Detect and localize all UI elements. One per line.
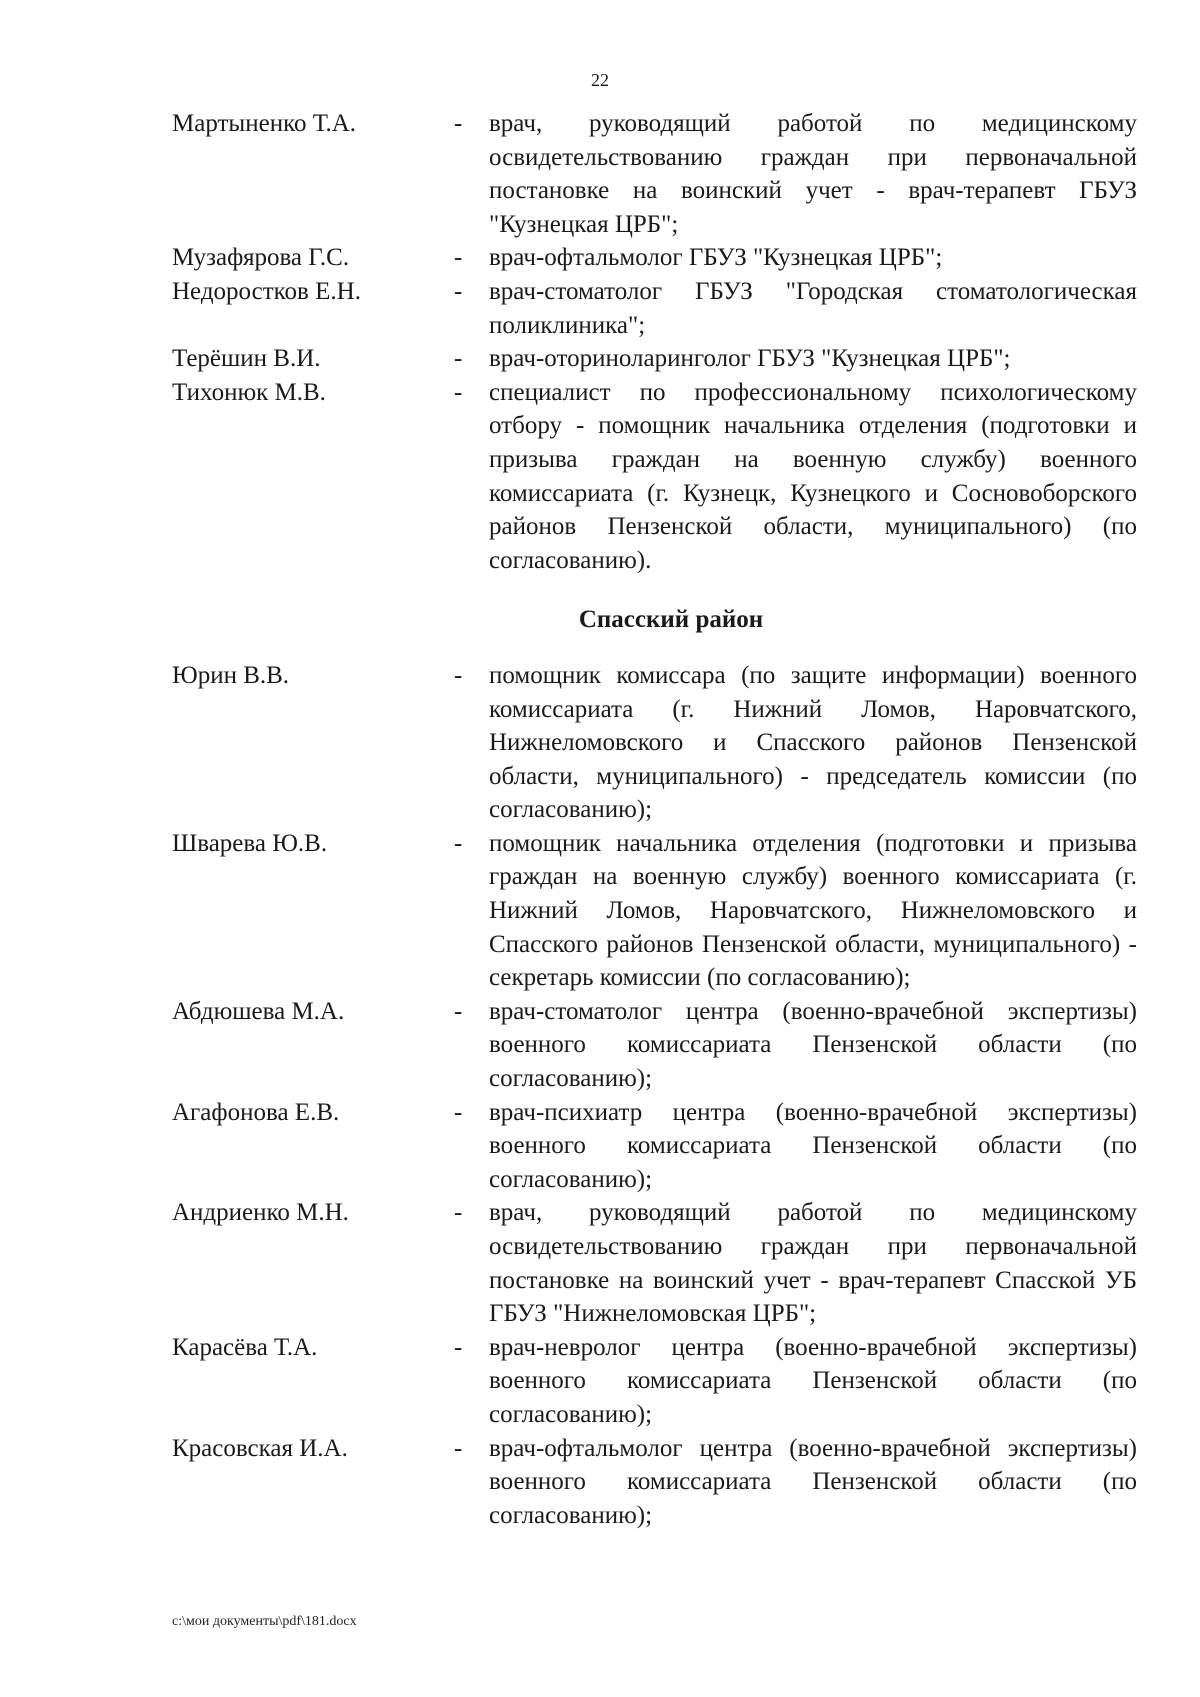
person-name: Шварева Ю.В. (172, 829, 328, 857)
list-item (172, 376, 1140, 578)
person-role: врач-стоматолог ГБУЗ "Городская стоматологическая поликлиника"; (489, 277, 1137, 339)
list-item (172, 995, 1140, 1096)
dash-separator: - (454, 277, 463, 305)
list-item (172, 107, 1140, 241)
dash-separator: - (454, 829, 463, 857)
list-item (172, 241, 1140, 275)
person-role: врач, руководящий работой по медицинскому освидетельствованию граждан при первоначальной постановке на воинский учет - врач-терапевт ГБУЗ "Кузнецкая ЦРБ"; (489, 110, 1137, 238)
person-name: Тихонюк М.В. (172, 378, 326, 406)
page-number: 22 (591, 70, 609, 90)
list-item (172, 1096, 1140, 1197)
person-name: Музафярова Г.С. (172, 244, 350, 272)
person-role: помощник комиссара (по защите информации) военного комиссариата (г. Нижний Ломов, Наровчатского, Нижнеломовского и Спасского районов Пензенской области, муниципального) - председатель комиссии (по согласованию); (489, 661, 1137, 824)
person-role: специалист по профессиональному психологическому отбору - помощник начальника отделения (подготовки и призыва граждан на военную службу) военного комиссариата (г. Кузнецк, Кузнецкого и Сосновоборского районов Пензенской области, муниципального) (по согласованию). (489, 378, 1137, 574)
document-body (172, 107, 1140, 1532)
list-item (172, 342, 1140, 376)
dash-separator: - (454, 110, 463, 137)
dash-separator: - (454, 1098, 463, 1126)
person-name: Карасёва Т.А. (172, 1333, 318, 1361)
file-path-footer: c:\мои документы\pdf\181.docx (172, 1614, 357, 1629)
dash-separator: - (454, 244, 463, 272)
person-role: врач-стоматолог центра (военно-врачебной экспертизы) военного комиссариата Пензенской области (по согласованию); (489, 997, 1137, 1093)
section-heading: Спасский район (578, 606, 764, 634)
dash-separator: - (454, 661, 463, 689)
dash-separator: - (454, 1434, 463, 1462)
dash-separator: - (454, 1199, 463, 1227)
list-item (172, 1196, 1140, 1330)
person-name: Красовская И.А. (172, 1434, 348, 1462)
list-item (172, 1432, 1140, 1533)
person-role: врач-невролог центра (военно-врачебной экспертизы) военного комиссариата Пензенской области (по согласованию); (489, 1333, 1137, 1428)
dash-separator: - (454, 997, 463, 1025)
person-name: Абдюшева М.А. (172, 997, 345, 1025)
person-name: Андриенко М.Н. (172, 1199, 349, 1227)
section-spassky-list (172, 659, 1140, 1532)
section-kuznetsk-list (172, 107, 1140, 577)
person-name: Мартыненко Т.А. (172, 110, 357, 137)
list-item (172, 275, 1140, 342)
person-name: Недоростков Е.Н. (172, 277, 361, 305)
list-item (172, 1331, 1140, 1432)
person-role: помощник начальника отделения (подготовки и призыва граждан на военную службу) военного комиссариата (г. Нижний Ломов, Наровчатского, Нижнеломовского и Спасского районов Пензенской области, муниципального) - секретарь комиссии (по согласованию); (489, 829, 1137, 992)
person-name: Агафонова Е.В. (172, 1098, 340, 1126)
person-role: врач-офтальмолог центра (военно-врачебной экспертизы) военного комиссариата Пензенской области (по согласованию); (489, 1434, 1137, 1529)
dash-separator: - (454, 378, 463, 406)
person-role: врач-офтальмолог ГБУЗ "Кузнецкая ЦРБ"; (489, 244, 943, 272)
list-item (172, 659, 1140, 827)
person-role: врач-оториноларинголог ГБУЗ "Кузнецкая ЦРБ"; (489, 345, 1011, 373)
person-name: Терёшин В.И. (172, 345, 321, 373)
dash-separator: - (454, 345, 463, 373)
dash-separator: - (454, 1333, 463, 1361)
person-role: врач, руководящий работой по медицинскому освидетельствованию граждан при первоначальной постановке на воинский учет - врач-терапевт Спасской УБ ГБУЗ "Нижнеломовская ЦРБ"; (489, 1199, 1137, 1328)
person-name: Юрин В.В. (172, 661, 290, 689)
person-role: врач-психиатр центра (военно-врачебной экспертизы) военного комиссариата Пензенской области (по согласованию); (489, 1098, 1137, 1193)
list-item (172, 827, 1140, 995)
